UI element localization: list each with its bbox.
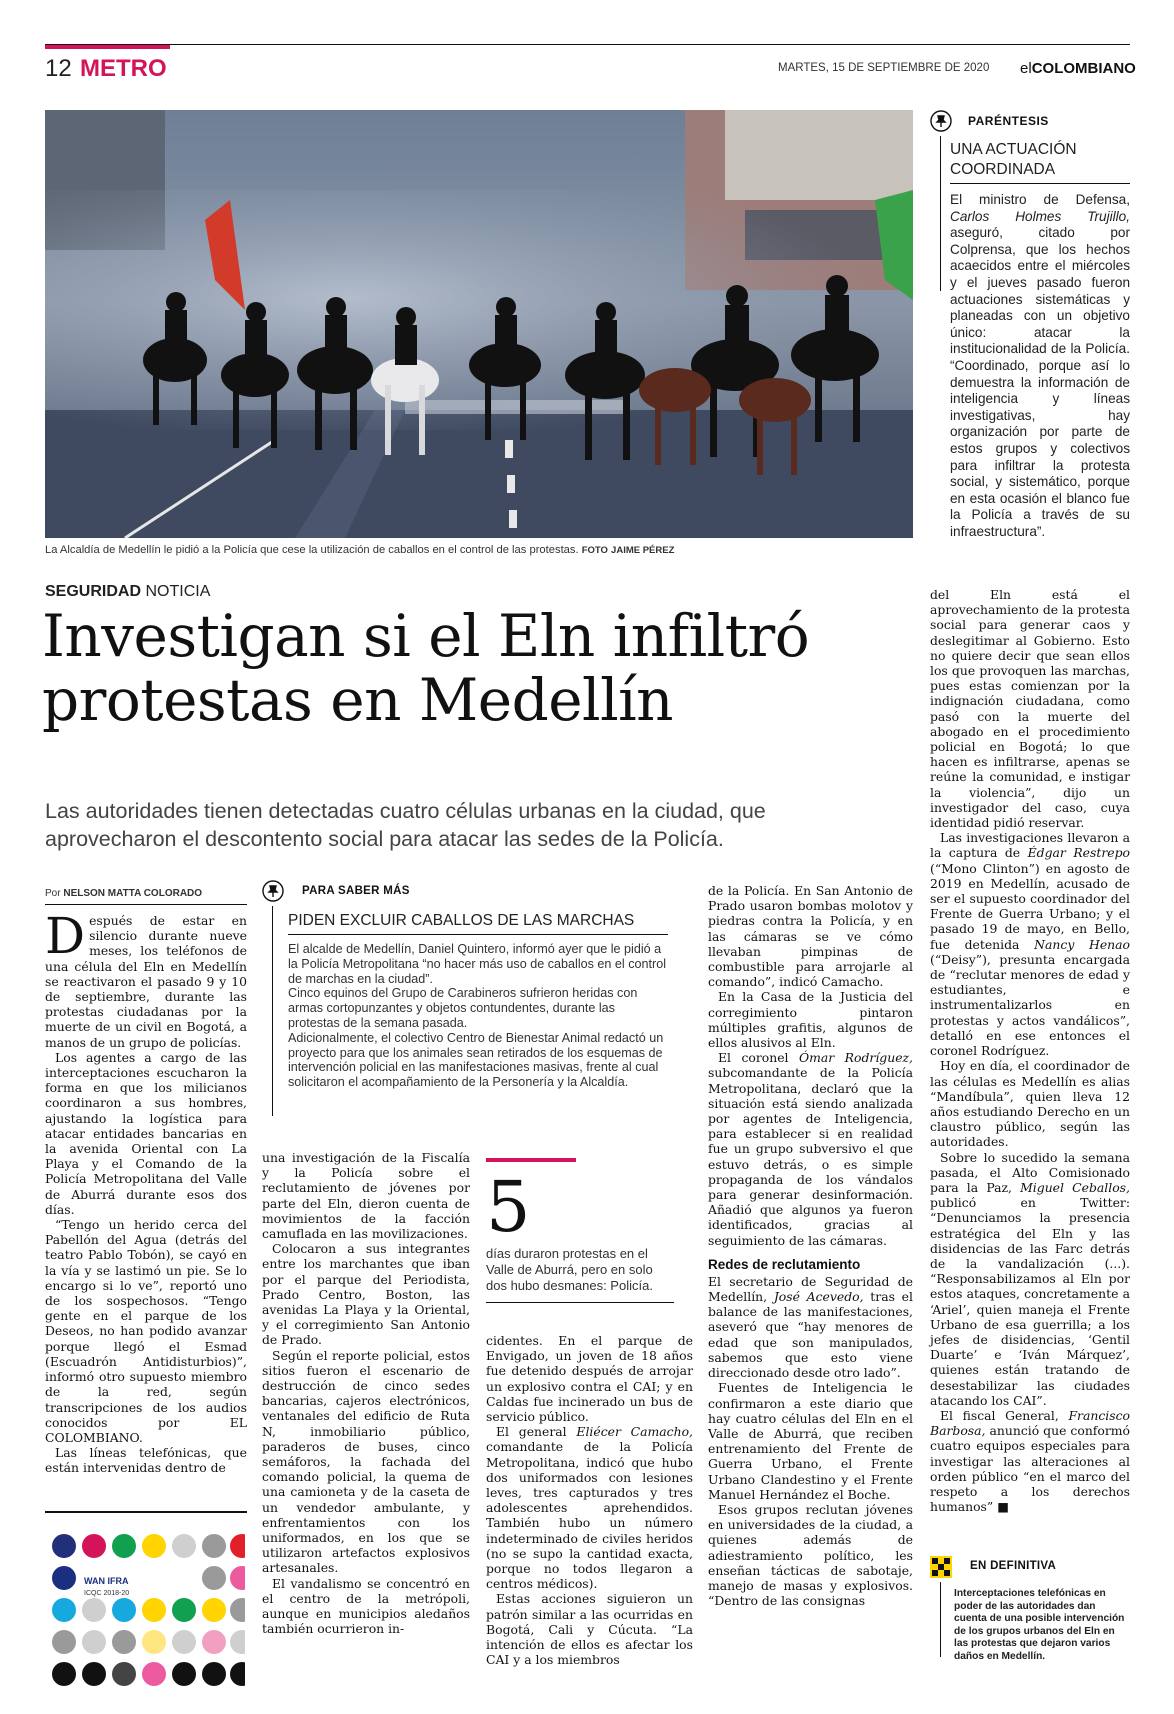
col4-p3-before: El coronel xyxy=(718,1050,789,1066)
col5-p2-name: Édgar Restrepo xyxy=(1027,845,1130,861)
parentesis-text-before: El ministro de Defensa, xyxy=(950,192,1130,207)
col5-p2-before: Las investigaciones llevaron a la captura de xyxy=(930,830,1130,861)
col4-paragraph-4 xyxy=(708,1274,913,1380)
col3-p2-before: El general xyxy=(496,1424,567,1440)
column-5 xyxy=(930,587,1130,1514)
definitiva-text: Interceptaciones telefónicas en poder de las autoridades dan cuenta de una posible intervención de los grupos urbanos del Eln en las protestas que dejaron varios daños en Medellín. xyxy=(954,1588,1125,1662)
col4-paragraph-6: Esos grupos reclutan jóvenes en universidades de la ciudad, a quienes además de adiestramiento político, les enseñan tácticas de sabotaje, manejo de masas y explosivos. “Dentro de las consignas xyxy=(708,1501,913,1609)
subheadline-line2: aprovecharon el descontento social para atacar las sedes de la Policía. xyxy=(45,827,724,851)
byline-rule xyxy=(45,904,247,905)
subheadline-line1: Las autoridades tienen detectadas cuatro células urbanas en la ciudad, que xyxy=(45,799,766,823)
col3-paragraph-3: Estas acciones siguieron un patrón similar a las ocurridas en Bogotá, Cali y Cúcuta. “La intención de ellos es afectar los CAI y a los miembros xyxy=(486,1591,693,1668)
col5-p5-before: El fiscal General, xyxy=(940,1407,1059,1423)
kicker-section: SEGURIDAD xyxy=(45,583,142,600)
col2-paragraph-3: Según el reporte policial, estos sitios fueron el escenario de destrucción de cinco sedes bancarias, cajeros electrónicos, ventanales del edificio de Ruta N, inmobiliario público, paraderos de buses, cinco semáforos, la fachada del comando policial, la quema de una camioneta y de la caseta de un vendedor ambulante, y enfrentamientos con los uniformados, en los que se utilizaron artefactos explosivos artesanales. xyxy=(262,1347,470,1576)
col5-p4-before: Sobre lo sucedido la semana pasada, el Alto Comisionado para la Paz, xyxy=(930,1149,1130,1195)
col1-p1-text: espués de estar en silencio durante nueve meses, los teléfonos de una célula del Eln en Medellín se reactivaron el pasado 9 y 10 de septiembre, durante las protestas ciudadanas por la muerte de un civil en Bogotá, a manos de un grupo de policías. xyxy=(45,913,247,1050)
byline xyxy=(45,888,202,899)
photo-caption xyxy=(45,544,915,556)
checker-icon xyxy=(930,1556,952,1578)
byline-prefix: Por xyxy=(45,888,61,899)
stat-rule xyxy=(486,1302,674,1303)
color-calibration-bar xyxy=(50,1532,245,1702)
col4-paragraph-2: En la Casa de la Justicia del corregimiento pintaron múltiples grafitis, algunos de ellos alusivos al Eln. xyxy=(708,989,913,1051)
byline-name: NELSON MATTA COLORADO xyxy=(63,888,203,899)
issue-date: MARTES, 15 DE SEPTIEMBRE DE 2020 xyxy=(778,62,990,74)
parentesis-title-line1: UNA ACTUACIÓN xyxy=(950,141,1077,158)
col4-paragraph-3 xyxy=(708,1050,913,1248)
saber-mas-title: PIDEN EXCLUIR CABALLOS DE LAS MARCHAS xyxy=(288,912,635,929)
saber-mas-title-rule xyxy=(288,934,668,935)
col5-p2-after: (“Deisy”), presunta encargada de “reclutar menores de edad y estudiantes, e instrumentalizarlos en protestas y actos vandálicos”, detalló en ese entonces el coronel Rodríguez. xyxy=(930,951,1130,1059)
brand-prefix: el xyxy=(1020,60,1032,77)
col3-p2-name: Eliécer Camacho, xyxy=(576,1424,693,1440)
col3-p2-after: comandante de la Policía Metropolitana, indicó que hubo dos uniformados con lesiones leves, tres capturados y tres adolescentes aprehendidos. También hubo un número indeterminado de civiles heridos (no se supo la cantidad exacta, porque no todos llegaron a centros médicos). xyxy=(486,1439,693,1592)
col1-paragraph-4: Las líneas telefónicas, que están intervenidas dentro de xyxy=(45,1445,247,1476)
col5-paragraph-4 xyxy=(930,1150,1130,1408)
wan-ifra-logo: WAN IFRA xyxy=(84,1576,129,1586)
dropcap: D xyxy=(45,907,86,965)
icqc-code: ICQC 2018-20 xyxy=(84,1590,130,1597)
col1-paragraph-3: “Tengo un herido cerca del Pabellón del Agua (detrás del teatro Pablo Tobón), se cayó en la vía y se lastimó un pie. Se lo encargo si lo ve”, reportó uno de los sospechosos. “Tengo gente en el parque de los Deseos, no han podido avanzar porque llegó el Esmad (Escuadrón Antidisturbios)”, informó otro supuesto miembro de la red, según transcripciones de los audios conocidos por EL COLOMBIANO. xyxy=(45,1217,247,1445)
col5-paragraph-5 xyxy=(930,1408,1130,1514)
col5-paragraph-1: del Eln está el aprovechamiento de la protesta social para generar caos y deslegitimar al Gobierno. Esto no quiere decir que sean ellos los que provoquen las marchas, pues estas comienzan por la indignación ciudadana, como pasó con la muerte del abogado en el procedimiento policial en Bogotá; lo que hacen es infiltrarse, apenas se reúne la comunidad, e instigar la violencia”, dijo un investigador del caso, cuya identidad pidió reservar. xyxy=(930,587,1130,831)
col5-p2-mid: (“Mono Clinton”) en agosto de 2019 en Medellín, acusado de ser el supuesto coordinador del Frente de Guerra Urbano; y el pasado 19 de mayo, en Bello, fue detenida xyxy=(930,860,1130,952)
subheadline xyxy=(45,797,915,853)
headline-line2: protestas en Medellín xyxy=(42,666,674,734)
kicker-kind: NOTICIA xyxy=(145,583,211,600)
parentesis-title-rule xyxy=(950,183,1130,184)
col4-subheading: Redes de reclutamiento xyxy=(708,1256,861,1272)
saber-mas-p2: Cinco equinos del Grupo de Carabineros sufrieron heridas con armas cortopunzantes y objetos contundentes, durante las protestas de la semana pasada. xyxy=(288,986,638,1030)
col4-p3-name: Ómar Rodríguez, xyxy=(799,1050,913,1066)
col5-p4-after: publicó en Twitter: “Denunciamos la presencia estratégica del Eln y las disidencias de las Farc detrás de la vandalización (...). “Responsabilizamos al Eln por estos ataques, concretamente a ‘Ariel’, quien maneja el Frente Urbano de esa guerrilla; a los jefes de disidencias, ‘Gentil Duarte’ e ‘Iván Márquez’, quienes están tratando de desestabilizar las ciudades atacando los CAI”. xyxy=(930,1195,1130,1408)
saber-mas-body xyxy=(288,942,668,1090)
parentesis-rule xyxy=(940,136,941,291)
col3-paragraph-1: cidentes. En el parque de Envigado, un joven de 18 años fue detenido después de arrojar un explosivo contra el CAI; y en Caldas fue incinerado un bus de servicio público. xyxy=(486,1333,693,1425)
definitiva-rule xyxy=(940,1582,941,1657)
colorbar-rule xyxy=(45,1511,247,1513)
saber-mas-rule xyxy=(272,906,273,1116)
stat-accent-bar xyxy=(486,1158,576,1162)
headline xyxy=(42,604,912,732)
brand-name: COLOMBIANO xyxy=(1031,60,1136,77)
col4-paragraph-1: de la Policía. En San Antonio de Prado usaron bombas molotov y piedras contra la Policía, y en las cámaras se ve cómo llevaban pimpinas de combustible para arrojarle al comando”, indicó Camacho. xyxy=(708,883,913,990)
parentesis-minister-name: Carlos Holmes Trujillo, xyxy=(950,208,1130,224)
col5-paragraph-3: Hoy en día, el coordinador de las células es Medellín es alias “Mandíbula”, quien lleva 12 años estudiando Derecho en un claustro público, según las autoridades. xyxy=(930,1058,1130,1150)
color-swatches xyxy=(50,1532,245,1702)
parentesis-text-after: aseguró, citado por Colprensa, que los hechos acaecidos entre el miércoles y el jueves pasado fueron actuaciones sistemáticas y planeadas con un objetivo único: atacar la institucionalidad de la Policía. “Coordinado, porque así lo demuestra la información de inteligencia y líneas investigativas, hay organización por parte de estos grupos y colectivos para infiltrar la protesta social, y sistemático, porque en esta ocasión el blanco fue la Policía a través de su infraestructura”. xyxy=(950,225,1130,539)
col2-paragraph-4: El vandalismo se concentró en el centro de la metrópoli, aunque en municipios aledaños también ocurrieron in- xyxy=(262,1575,470,1637)
col3-paragraph-2 xyxy=(486,1424,693,1591)
col4-p3-after: subcomandante de la Policía Metropolitana, declaró que la situación está siendo analizada por agentes de Inteligencia, para establecer si en realidad fue un grupo subversivo el que estuvo detrás, o es simple propaganda de los vándalos para generar desinformación. Añadió que algunos ya fueron identificados, gracias al seguimiento de las cámaras. xyxy=(708,1065,913,1248)
section-name: METRO xyxy=(80,55,167,82)
col4-p4-name: José Acevedo, xyxy=(773,1289,864,1305)
saber-mas-p1: El alcalde de Medellín, Daniel Quintero, informó ayer que le pidió a la Policía Metropolitana “no hacer más uso de caballos en el control de marchas en la ciudad”. xyxy=(288,942,667,986)
col5-p5-name: Francisco Barbosa, xyxy=(930,1407,1130,1439)
col4-p4-after: tras el balance de las manifestaciones, aseveró que “hay menores de edad que son manipulados, sabemos que esto viene direccionado desde otro lado”. xyxy=(708,1289,913,1381)
column-2 xyxy=(262,1150,470,1637)
parentesis-body xyxy=(950,192,1130,540)
parentesis-title xyxy=(950,140,1077,180)
col5-p4-name: Miguel Ceballos, xyxy=(1020,1179,1130,1195)
column-3 xyxy=(486,1333,693,1667)
col1-paragraph-2: Los agentes a cargo de las interceptaciones escucharon la forma en que los milicianos coordinaron a sus hombres, ajustando la logística para atacar entidades bancarias en la avenida Oriental con La Playa y el Comando de la Policía Metropolitana del Valle de Aburrá durante esos dos días. xyxy=(45,1049,247,1217)
parentesis-title-line2: COORDINADA xyxy=(950,161,1056,178)
col2-paragraph-1: una investigación de la Fiscalía y la Policía sobre el reclutamiento de jóvenes por parte del Eln, dieron cuenta de movimientos de la facción camuflada en las movilizaciones. xyxy=(262,1150,470,1242)
photo-caption-text: La Alcaldía de Medellín le pidió a la Policía que cese la utilización de caballos en el control de las protestas. xyxy=(45,544,579,556)
col4-p4-before: El secretario de Seguridad de Medellín, xyxy=(708,1273,913,1305)
stat-text: días duraron protestas en el Valle de Aburrá, pero en solo dos hubo desmanes: Policía. xyxy=(486,1246,653,1293)
photo-credit-name: JAIME PÉREZ xyxy=(611,545,675,556)
brand-logo xyxy=(1020,60,1136,77)
para-saber-mas-box xyxy=(262,880,670,1138)
page-number: 12 xyxy=(45,55,72,82)
photo-credit-label: FOTO xyxy=(581,545,608,556)
col5-p2-name2: Nancy Henao xyxy=(1034,936,1130,952)
end-mark: ■ xyxy=(997,1499,1009,1515)
saber-mas-p3: Adicionalmente, el colectivo Centro de Bienestar Animal redactó un proyecto para que los animales sean retirados de los esquemas de intervención policial en las manifestaciones masivas, frente al cual solicitaron el acompañamiento de la Personería y la Alcaldía. xyxy=(288,1030,664,1090)
col5-p5-after: anunció que conformó cuatro equipos especiales para investigar las alteraciones al orden público “en el marco del respeto a los derechos humanos” xyxy=(930,1423,1130,1515)
stat-number: 5 xyxy=(486,1166,531,1248)
definitiva-label: EN DEFINITIVA xyxy=(970,1560,1057,1572)
article-kicker xyxy=(45,583,210,601)
main-photo xyxy=(45,110,913,538)
col4-paragraph-5: Fuentes de Inteligencia le confirmaron a este diario que hay cuatro células del Eln en el Valle de Aburrá, que reciben entrenamiento del Frente de Guerra Urbano, el Frente Urbano Clandestino y el Frente Manuel Hernández el Boche. xyxy=(708,1380,913,1502)
parentesis-label: PARÉNTESIS xyxy=(968,114,1049,128)
header-top-rule xyxy=(45,44,1130,45)
pin-icon xyxy=(262,880,284,902)
column-4 xyxy=(708,883,913,1608)
col1-paragraph-1 xyxy=(45,907,247,1050)
col5-paragraph-2 xyxy=(930,830,1130,1058)
column-1 xyxy=(45,907,247,1476)
col2-paragraph-2: Colocaron a sus integrantes entre los marchantes que iban por el parque del Periodista, Prado Centro, Boston, las avenidas La Playa y la Oriental, y el corregimiento San Antonio de Prado. xyxy=(262,1241,470,1348)
police-cavalry-photo xyxy=(45,110,913,538)
headline-line1: Investigan si el Eln infiltró xyxy=(42,602,810,670)
saber-mas-label: PARA SABER MÁS xyxy=(302,885,410,897)
pin-icon xyxy=(930,110,952,132)
